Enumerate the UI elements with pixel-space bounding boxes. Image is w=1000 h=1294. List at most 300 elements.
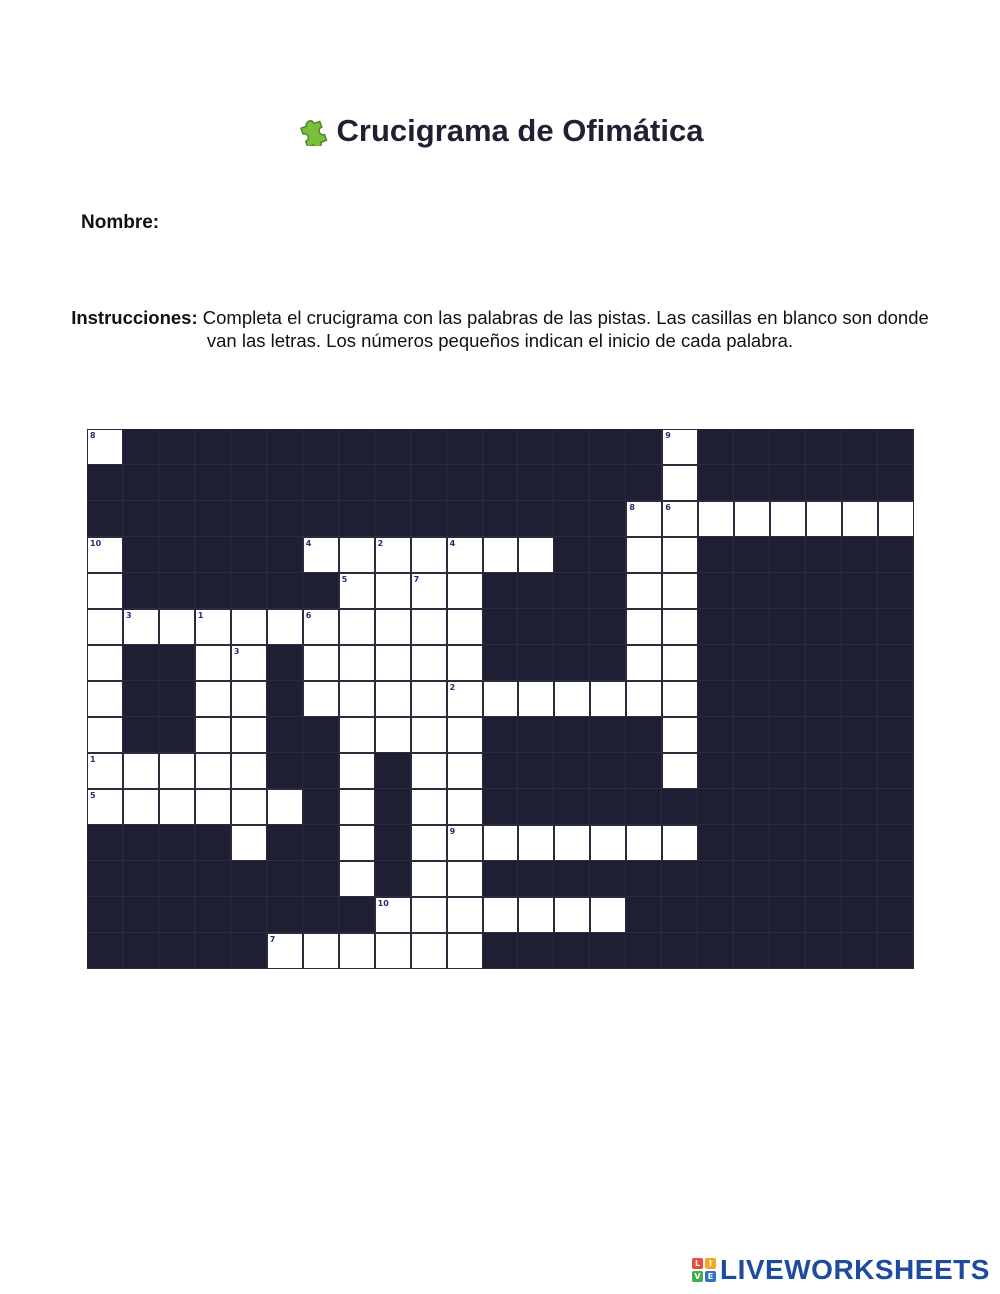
instructions [60,306,940,352]
crossword-input-cell[interactable] [303,681,339,717]
clue-number: 3 [125,611,132,620]
crossword-block-cell [770,429,806,465]
crossword-block-cell [626,429,662,465]
crossword-input-cell[interactable] [411,609,447,645]
crossword-block-cell [662,897,698,933]
crossword-input-cell[interactable] [303,609,339,645]
crossword-block-cell [878,537,914,573]
crossword-input-cell[interactable] [123,753,159,789]
crossword-block-cell [626,717,662,753]
crossword-input-cell[interactable] [447,681,483,717]
logo-square: I [705,1258,716,1269]
crossword-block-cell [195,825,231,861]
crossword-input-cell[interactable] [375,717,411,753]
crossword-input-cell[interactable] [375,645,411,681]
crossword-grid [87,429,914,969]
crossword-input-cell[interactable] [339,753,375,789]
crossword-block-cell [554,861,590,897]
crossword-block-cell [159,717,195,753]
crossword-input-cell[interactable] [483,825,519,861]
crossword-input-cell[interactable] [339,645,375,681]
crossword-input-cell[interactable] [447,717,483,753]
crossword-input-cell[interactable] [267,789,303,825]
crossword-input-cell[interactable] [411,825,447,861]
clue-number: 10 [90,539,102,548]
crossword-input-cell[interactable] [626,825,662,861]
crossword-block-cell [411,465,447,501]
logo-square: L [692,1258,703,1269]
crossword-input-cell[interactable] [195,717,231,753]
crossword-input-cell[interactable] [87,429,123,465]
clue-number: 2 [377,539,384,548]
crossword-block-cell [842,789,878,825]
crossword-input-cell[interactable] [411,573,447,609]
crossword-block-cell [195,465,231,501]
crossword-block-cell [87,825,123,861]
crossword-block-cell [698,681,734,717]
crossword-input-cell[interactable] [411,753,447,789]
crossword-block-cell [878,897,914,933]
crossword-input-cell[interactable] [303,645,339,681]
crossword-input-cell[interactable] [662,825,698,861]
instructions-label: Instrucciones: [71,307,198,328]
crossword-block-cell [806,717,842,753]
crossword-block-cell [842,753,878,789]
crossword-input-cell[interactable] [87,681,123,717]
crossword-input-cell[interactable] [339,573,375,609]
crossword-block-cell [195,429,231,465]
crossword-input-cell[interactable] [339,825,375,861]
crossword-block-cell [554,573,590,609]
crossword-input-cell[interactable] [87,573,123,609]
crossword-input-cell[interactable] [231,825,267,861]
crossword-block-cell [734,537,770,573]
crossword-block-cell [770,717,806,753]
crossword-input-cell[interactable] [231,789,267,825]
crossword-block-cell [554,501,590,537]
crossword-input-cell[interactable] [411,933,447,969]
crossword-input-cell[interactable] [698,501,734,537]
crossword-input-cell[interactable] [195,681,231,717]
crossword-block-cell [87,465,123,501]
crossword-input-cell[interactable] [518,825,554,861]
crossword-input-cell[interactable] [231,681,267,717]
crossword-input-cell[interactable] [411,717,447,753]
instructions-text: Completa el crucigrama con las palabras de las pistas. Las casillas en blanco son donde van las letras. Los números pequeños indican el inicio de cada palabra. [197,307,929,351]
crossword-block-cell [590,501,626,537]
crossword-block-cell [698,897,734,933]
crossword-block-cell [339,897,375,933]
crossword-block-cell [375,861,411,897]
logo-square: V [692,1271,703,1282]
crossword-input-cell[interactable] [339,861,375,897]
crossword-block-cell [698,537,734,573]
crossword-input-cell[interactable] [231,645,267,681]
crossword-block-cell [806,825,842,861]
crossword-block-cell [159,897,195,933]
crossword-block-cell [483,933,519,969]
crossword-block-cell [339,501,375,537]
clue-number: 2 [449,683,456,692]
crossword-block-cell [806,573,842,609]
crossword-block-cell [626,789,662,825]
crossword-input-cell[interactable] [375,573,411,609]
crossword-input-cell[interactable] [483,537,519,573]
crossword-block-cell [698,861,734,897]
crossword-input-cell[interactable] [195,645,231,681]
crossword-input-cell[interactable] [339,717,375,753]
crossword-input-cell[interactable] [87,717,123,753]
crossword-input-cell[interactable] [123,609,159,645]
crossword-input-cell[interactable] [411,861,447,897]
crossword-block-cell [554,717,590,753]
crossword-input-cell[interactable] [662,609,698,645]
crossword-block-cell [159,573,195,609]
crossword-input-cell[interactable] [447,609,483,645]
crossword-block-cell [87,897,123,933]
crossword-block-cell [590,645,626,681]
crossword-input-cell[interactable] [159,609,195,645]
crossword-block-cell [518,609,554,645]
crossword-input-cell[interactable] [339,609,375,645]
crossword-input-cell[interactable] [662,501,698,537]
crossword-block-cell [195,933,231,969]
crossword-input-cell[interactable] [662,465,698,501]
clue-number: 5 [90,791,96,800]
crossword-input-cell[interactable] [590,825,626,861]
crossword-input-cell[interactable] [87,789,123,825]
crossword-block-cell [734,789,770,825]
crossword-input-cell[interactable] [554,897,590,933]
clue-number: 5 [341,575,348,584]
crossword-block-cell [123,465,159,501]
crossword-block-cell [734,861,770,897]
crossword-input-cell[interactable] [554,825,590,861]
crossword-block-cell [447,501,483,537]
crossword-block-cell [698,465,734,501]
crossword-input-cell[interactable] [339,537,375,573]
crossword-input-cell[interactable] [339,933,375,969]
crossword-input-cell[interactable] [626,681,662,717]
crossword-block-cell [483,753,519,789]
crossword-block-cell [483,429,519,465]
clue-number: 4 [305,539,312,548]
crossword-block-cell [806,429,842,465]
clue-number: 9 [449,827,456,836]
crossword-block-cell [231,429,267,465]
crossword-block-cell [483,645,519,681]
crossword-block-cell [878,717,914,753]
crossword-input-cell[interactable] [662,537,698,573]
crossword-block-cell [734,717,770,753]
crossword-block-cell [267,501,303,537]
crossword-input-cell[interactable] [662,645,698,681]
crossword-input-cell[interactable] [662,573,698,609]
crossword-block-cell [698,933,734,969]
clue-number: 1 [90,755,96,764]
crossword-input-cell[interactable] [411,537,447,573]
puzzle-piece-icon [297,112,331,146]
crossword-block-cell [123,501,159,537]
crossword-block-cell [878,861,914,897]
crossword-block-cell [734,933,770,969]
crossword-block-cell [554,609,590,645]
crossword-input-cell[interactable] [195,609,231,645]
crossword-block-cell [806,609,842,645]
crossword-block-cell [267,465,303,501]
crossword-block-cell [842,681,878,717]
crossword-block-cell [698,429,734,465]
crossword-block-cell [375,465,411,501]
crossword-input-cell[interactable] [554,681,590,717]
crossword-input-cell[interactable] [806,501,842,537]
crossword-block-cell [770,465,806,501]
logo-text: LIVEWORKSHEETS [720,1254,990,1285]
crossword-block-cell [303,897,339,933]
crossword-block-cell [231,573,267,609]
crossword-input-cell[interactable] [87,753,123,789]
crossword-block-cell [159,861,195,897]
crossword-block-cell [806,645,842,681]
crossword-block-cell [231,933,267,969]
crossword-input-cell[interactable] [662,429,698,465]
crossword-input-cell[interactable] [123,789,159,825]
crossword-block-cell [159,681,195,717]
crossword-block-cell [698,753,734,789]
crossword-input-cell[interactable] [626,573,662,609]
page-title: Crucigrama de Ofimática [336,113,704,148]
crossword-block-cell [195,537,231,573]
crossword-input-cell[interactable] [303,933,339,969]
crossword-input-cell[interactable] [447,789,483,825]
crossword-input-cell[interactable] [626,501,662,537]
crossword-input-cell[interactable] [483,897,519,933]
crossword-block-cell [806,753,842,789]
crossword-block-cell [878,825,914,861]
clue-number: 7 [269,935,276,944]
crossword-block-cell [806,681,842,717]
crossword-block-cell [554,429,590,465]
crossword-input-cell[interactable] [518,681,554,717]
crossword-input-cell[interactable] [411,897,447,933]
crossword-input-cell[interactable] [267,933,303,969]
crossword-block-cell [267,897,303,933]
crossword-input-cell[interactable] [231,753,267,789]
crossword-block-cell [123,897,159,933]
crossword-block-cell [267,717,303,753]
crossword-block-cell [411,429,447,465]
crossword-input-cell[interactable] [303,537,339,573]
crossword-block-cell [483,609,519,645]
crossword-block-cell [878,573,914,609]
crossword-input-cell[interactable] [375,609,411,645]
crossword-block-cell [554,933,590,969]
crossword-input-cell[interactable] [590,681,626,717]
crossword-block-cell [267,645,303,681]
crossword-block-cell [626,897,662,933]
crossword-block-cell [734,825,770,861]
crossword-block-cell [447,465,483,501]
crossword-input-cell[interactable] [447,933,483,969]
crossword-block-cell [590,429,626,465]
crossword-block-cell [590,933,626,969]
clue-number: 3 [233,647,240,656]
crossword-block-cell [123,933,159,969]
crossword-block-cell [878,429,914,465]
crossword-input-cell[interactable] [447,861,483,897]
crossword-input-cell[interactable] [734,501,770,537]
crossword-block-cell [375,825,411,861]
crossword-block-cell [662,861,698,897]
crossword-block-cell [231,465,267,501]
crossword-input-cell[interactable] [411,789,447,825]
crossword-input-cell[interactable] [662,717,698,753]
crossword-block-cell [159,537,195,573]
crossword-input-cell[interactable] [87,645,123,681]
crossword-block-cell [662,933,698,969]
crossword-input-cell[interactable] [590,897,626,933]
crossword-block-cell [662,789,698,825]
crossword-input-cell[interactable] [339,789,375,825]
crossword-block-cell [123,573,159,609]
crossword-block-cell [267,753,303,789]
crossword-block-cell [267,429,303,465]
crossword-block-cell [806,537,842,573]
crossword-block-cell [842,825,878,861]
crossword-block-cell [770,753,806,789]
crossword-block-cell [375,789,411,825]
crossword-block-cell [195,861,231,897]
clue-number: 6 [305,611,312,620]
crossword-input-cell[interactable] [626,645,662,681]
crossword-block-cell [626,465,662,501]
crossword-input-cell[interactable] [411,681,447,717]
crossword-block-cell [842,537,878,573]
crossword-block-cell [483,717,519,753]
crossword-block-cell [842,465,878,501]
crossword-block-cell [698,789,734,825]
crossword-input-cell[interactable] [375,681,411,717]
crossword-input-cell[interactable] [195,753,231,789]
crossword-block-cell [483,789,519,825]
crossword-block-cell [87,501,123,537]
clue-number: 9 [665,431,671,440]
crossword-input-cell[interactable] [195,789,231,825]
crossword-block-cell [806,861,842,897]
crossword-block-cell [554,789,590,825]
crossword-block-cell [231,537,267,573]
crossword-input-cell[interactable] [626,609,662,645]
crossword-block-cell [554,753,590,789]
crossword-block-cell [303,753,339,789]
crossword-block-cell [770,933,806,969]
crossword-block-cell [806,933,842,969]
clue-number: 8 [90,431,96,440]
crossword-block-cell [770,537,806,573]
crossword-block-cell [267,861,303,897]
crossword-block-cell [518,789,554,825]
crossword-block-cell [842,429,878,465]
crossword-input-cell[interactable] [447,897,483,933]
clue-number: 1 [197,611,204,620]
crossword-input-cell[interactable] [447,645,483,681]
crossword-input-cell[interactable] [518,897,554,933]
crossword-block-cell [518,645,554,681]
crossword-input-cell[interactable] [626,537,662,573]
crossword-block-cell [375,429,411,465]
crossword-block-cell [375,753,411,789]
crossword-input-cell[interactable] [231,609,267,645]
name-label: Nombre: [81,212,160,233]
crossword-block-cell [123,645,159,681]
crossword-input-cell[interactable] [411,645,447,681]
crossword-block-cell [842,573,878,609]
crossword-block-cell [303,717,339,753]
crossword-block-cell [806,897,842,933]
crossword-input-cell[interactable] [87,537,123,573]
crossword-block-cell [375,501,411,537]
crossword-input-cell[interactable] [375,933,411,969]
crossword-input-cell[interactable] [483,681,519,717]
crossword-block-cell [123,681,159,717]
crossword-block-cell [806,465,842,501]
crossword-input-cell[interactable] [662,753,698,789]
crossword-block-cell [734,645,770,681]
crossword-block-cell [698,609,734,645]
crossword-block-cell [770,609,806,645]
crossword-input-cell[interactable] [447,825,483,861]
crossword-input-cell[interactable] [159,789,195,825]
crossword-input-cell[interactable] [267,609,303,645]
crossword-block-cell [518,429,554,465]
crossword-input-cell[interactable] [447,537,483,573]
crossword-input-cell[interactable] [878,501,914,537]
crossword-input-cell[interactable] [842,501,878,537]
crossword-block-cell [518,861,554,897]
page-title-block [0,112,1000,149]
crossword-block-cell [303,825,339,861]
logo-square: E [705,1271,716,1282]
crossword-block-cell [590,717,626,753]
crossword-input-cell[interactable] [662,681,698,717]
crossword-block-cell [123,429,159,465]
crossword-block-cell [447,429,483,465]
crossword-block-cell [483,861,519,897]
crossword-input-cell[interactable] [375,537,411,573]
crossword-input-cell[interactable] [447,573,483,609]
crossword-block-cell [159,429,195,465]
crossword-block-cell [590,789,626,825]
crossword-input-cell[interactable] [87,609,123,645]
crossword-input-cell[interactable] [231,717,267,753]
crossword-input-cell[interactable] [770,501,806,537]
crossword-block-cell [518,465,554,501]
crossword-block-cell [303,789,339,825]
crossword-input-cell[interactable] [518,537,554,573]
crossword-input-cell[interactable] [339,681,375,717]
crossword-block-cell [842,861,878,897]
crossword-block-cell [590,861,626,897]
crossword-block-cell [734,465,770,501]
crossword-input-cell[interactable] [159,753,195,789]
crossword-block-cell [195,573,231,609]
crossword-input-cell[interactable] [375,897,411,933]
crossword-block-cell [159,825,195,861]
crossword-block-cell [123,537,159,573]
crossword-input-cell[interactable] [447,753,483,789]
crossword-block-cell [267,681,303,717]
crossword-block-cell [339,429,375,465]
